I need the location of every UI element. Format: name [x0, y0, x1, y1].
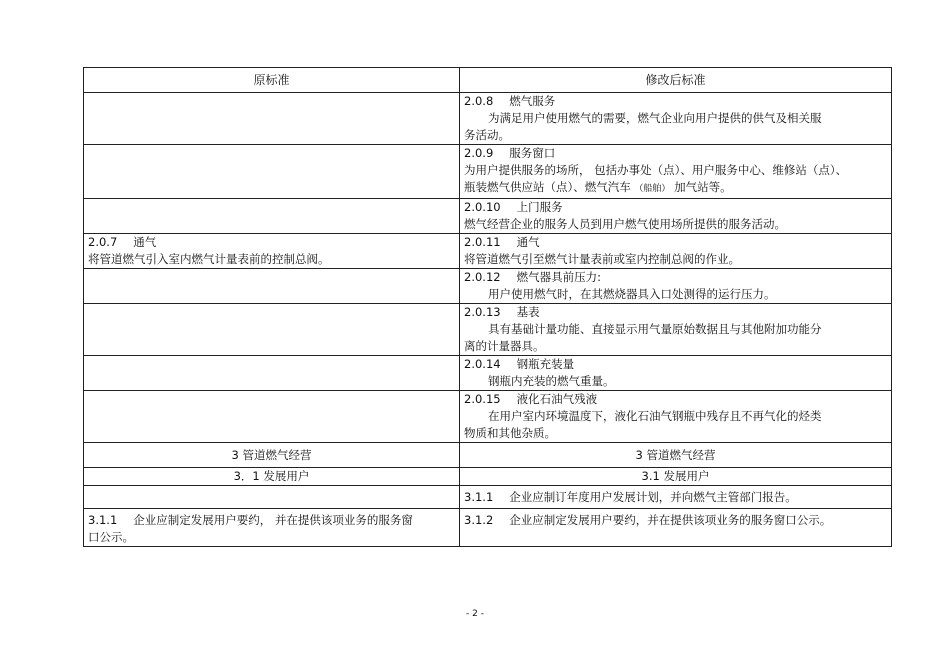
- table-row: [84, 391, 892, 443]
- table-row: [84, 356, 892, 391]
- clause-text: 务活动。: [464, 128, 510, 142]
- cell-original-empty: [84, 486, 460, 509]
- table-row: [84, 486, 892, 509]
- clause-number: 2.0.8: [464, 94, 494, 108]
- clause-text: 为用户提供服务的场所， 包括办事处（点）、用户服务中心、维修站（点）、: [464, 163, 848, 177]
- cell-original-empty: [84, 391, 460, 443]
- table-header-row: [84, 68, 892, 93]
- cell-original: [84, 509, 460, 547]
- clause-text: 钢瓶内充装的燃气重量。: [488, 374, 615, 388]
- cell-revised: [460, 145, 892, 199]
- cell-revised: [460, 269, 892, 304]
- cell-original-empty: [84, 269, 460, 304]
- header-original-standard: 原标准: [84, 68, 460, 93]
- clause-title: 通气: [516, 235, 540, 249]
- clause-title: 服务窗口: [509, 146, 556, 160]
- cell-original-empty: [84, 199, 460, 234]
- page-number: - 2 -: [466, 609, 484, 619]
- standards-comparison-table: [83, 67, 892, 547]
- table-row: [84, 145, 892, 199]
- clause-text: 口公示。: [88, 530, 134, 544]
- clause-text: 物质和其他杂质。: [464, 426, 556, 440]
- clause-number: 2.0.14: [464, 357, 501, 371]
- clause-text: 用户使用燃气时，在其燃烧器具入口处测得的运行压力。: [488, 287, 776, 301]
- table-row: [84, 443, 892, 468]
- clause-text: 企业应制定发展用户要约，并在提供该项业务的服务窗口公示。: [509, 513, 832, 527]
- cell-original-empty: [84, 304, 460, 356]
- subsection-heading-original: 3．1 发展用户: [84, 468, 460, 486]
- clause-title: 钢瓶充装量: [516, 357, 575, 371]
- clause-number: 3.1.1: [464, 489, 494, 504]
- section-heading-revised: 3 管道燃气经营: [460, 443, 892, 468]
- clause-text: 加气站等。: [670, 180, 732, 194]
- table-row: [84, 269, 892, 304]
- clause-title: 燃气服务: [509, 94, 556, 108]
- clause-number: 3.1.2: [464, 513, 494, 527]
- cell-original-empty: [84, 145, 460, 199]
- subsection-heading-revised: 3.1 发展用户: [460, 468, 892, 486]
- cell-original-empty: [84, 93, 460, 145]
- clause-title: 基表: [516, 305, 540, 319]
- cell-revised: [460, 304, 892, 356]
- clause-text-small: （船舶）: [634, 184, 671, 194]
- clause-text: 将管道燃气引至燃气计量表前或室内控制总阀的作业。: [464, 252, 740, 266]
- cell-revised: [460, 234, 892, 269]
- clause-text: 企业应制订年度用户发展计划，并向燃气主管部门报告。: [509, 489, 797, 504]
- cell-revised: [460, 93, 892, 145]
- section-heading-original: 3 管道燃气经营: [84, 443, 460, 468]
- cell-revised: [460, 509, 892, 547]
- clause-title: 通气: [133, 235, 157, 249]
- clause-number: 2.0.11: [464, 235, 501, 249]
- clause-number: 2.0.12: [464, 270, 501, 284]
- clause-number: 2.0.7: [88, 235, 118, 249]
- table-row: [84, 234, 892, 269]
- clause-title: 液化石油气残液: [516, 392, 598, 406]
- clause-number: 2.0.15: [464, 392, 501, 406]
- cell-revised: [460, 486, 892, 509]
- clause-text: 具有基础计量功能、直接显示用气量原始数据且与其他附加功能分: [488, 322, 822, 336]
- table-row: [84, 304, 892, 356]
- clause-number: 3.1.1: [88, 513, 118, 527]
- clause-text: 企业应制定发展用户要约， 并在提供该项业务的服务窗: [133, 513, 413, 527]
- clause-text: 燃气经营企业的服务人员到用户燃气使用场所提供的服务活动。: [464, 217, 786, 231]
- clause-number: 2.0.13: [464, 305, 501, 319]
- table-row: [84, 199, 892, 234]
- clause-text: 离的计量器具。: [464, 339, 545, 353]
- clause-text: 为满足用户使用燃气的需要，燃气企业向用户提供的供气及相关服: [488, 111, 822, 125]
- clause-text: 在用户室内环境温度下，液化石油气钢瓶中残存且不再气化的烃类: [488, 409, 822, 423]
- table-row: [84, 93, 892, 145]
- clause-text: 将管道燃气引入室内燃气计量表前的控制总阀。: [88, 252, 330, 266]
- clause-text: 瓶装燃气供应站（点）、燃气汽车: [464, 180, 635, 194]
- clause-number: 2.0.9: [464, 146, 494, 160]
- header-revised-standard: 修改后标准: [460, 68, 892, 93]
- cell-revised: [460, 199, 892, 234]
- clause-title: 上门服务: [516, 200, 563, 214]
- clause-number: 2.0.10: [464, 200, 501, 214]
- cell-original-empty: [84, 356, 460, 391]
- clause-title: 燃气器具前压力:: [516, 270, 601, 284]
- table-row: [84, 509, 892, 547]
- cell-original: [84, 234, 460, 269]
- cell-revised: [460, 391, 892, 443]
- cell-revised: [460, 356, 892, 391]
- table-row: [84, 468, 892, 486]
